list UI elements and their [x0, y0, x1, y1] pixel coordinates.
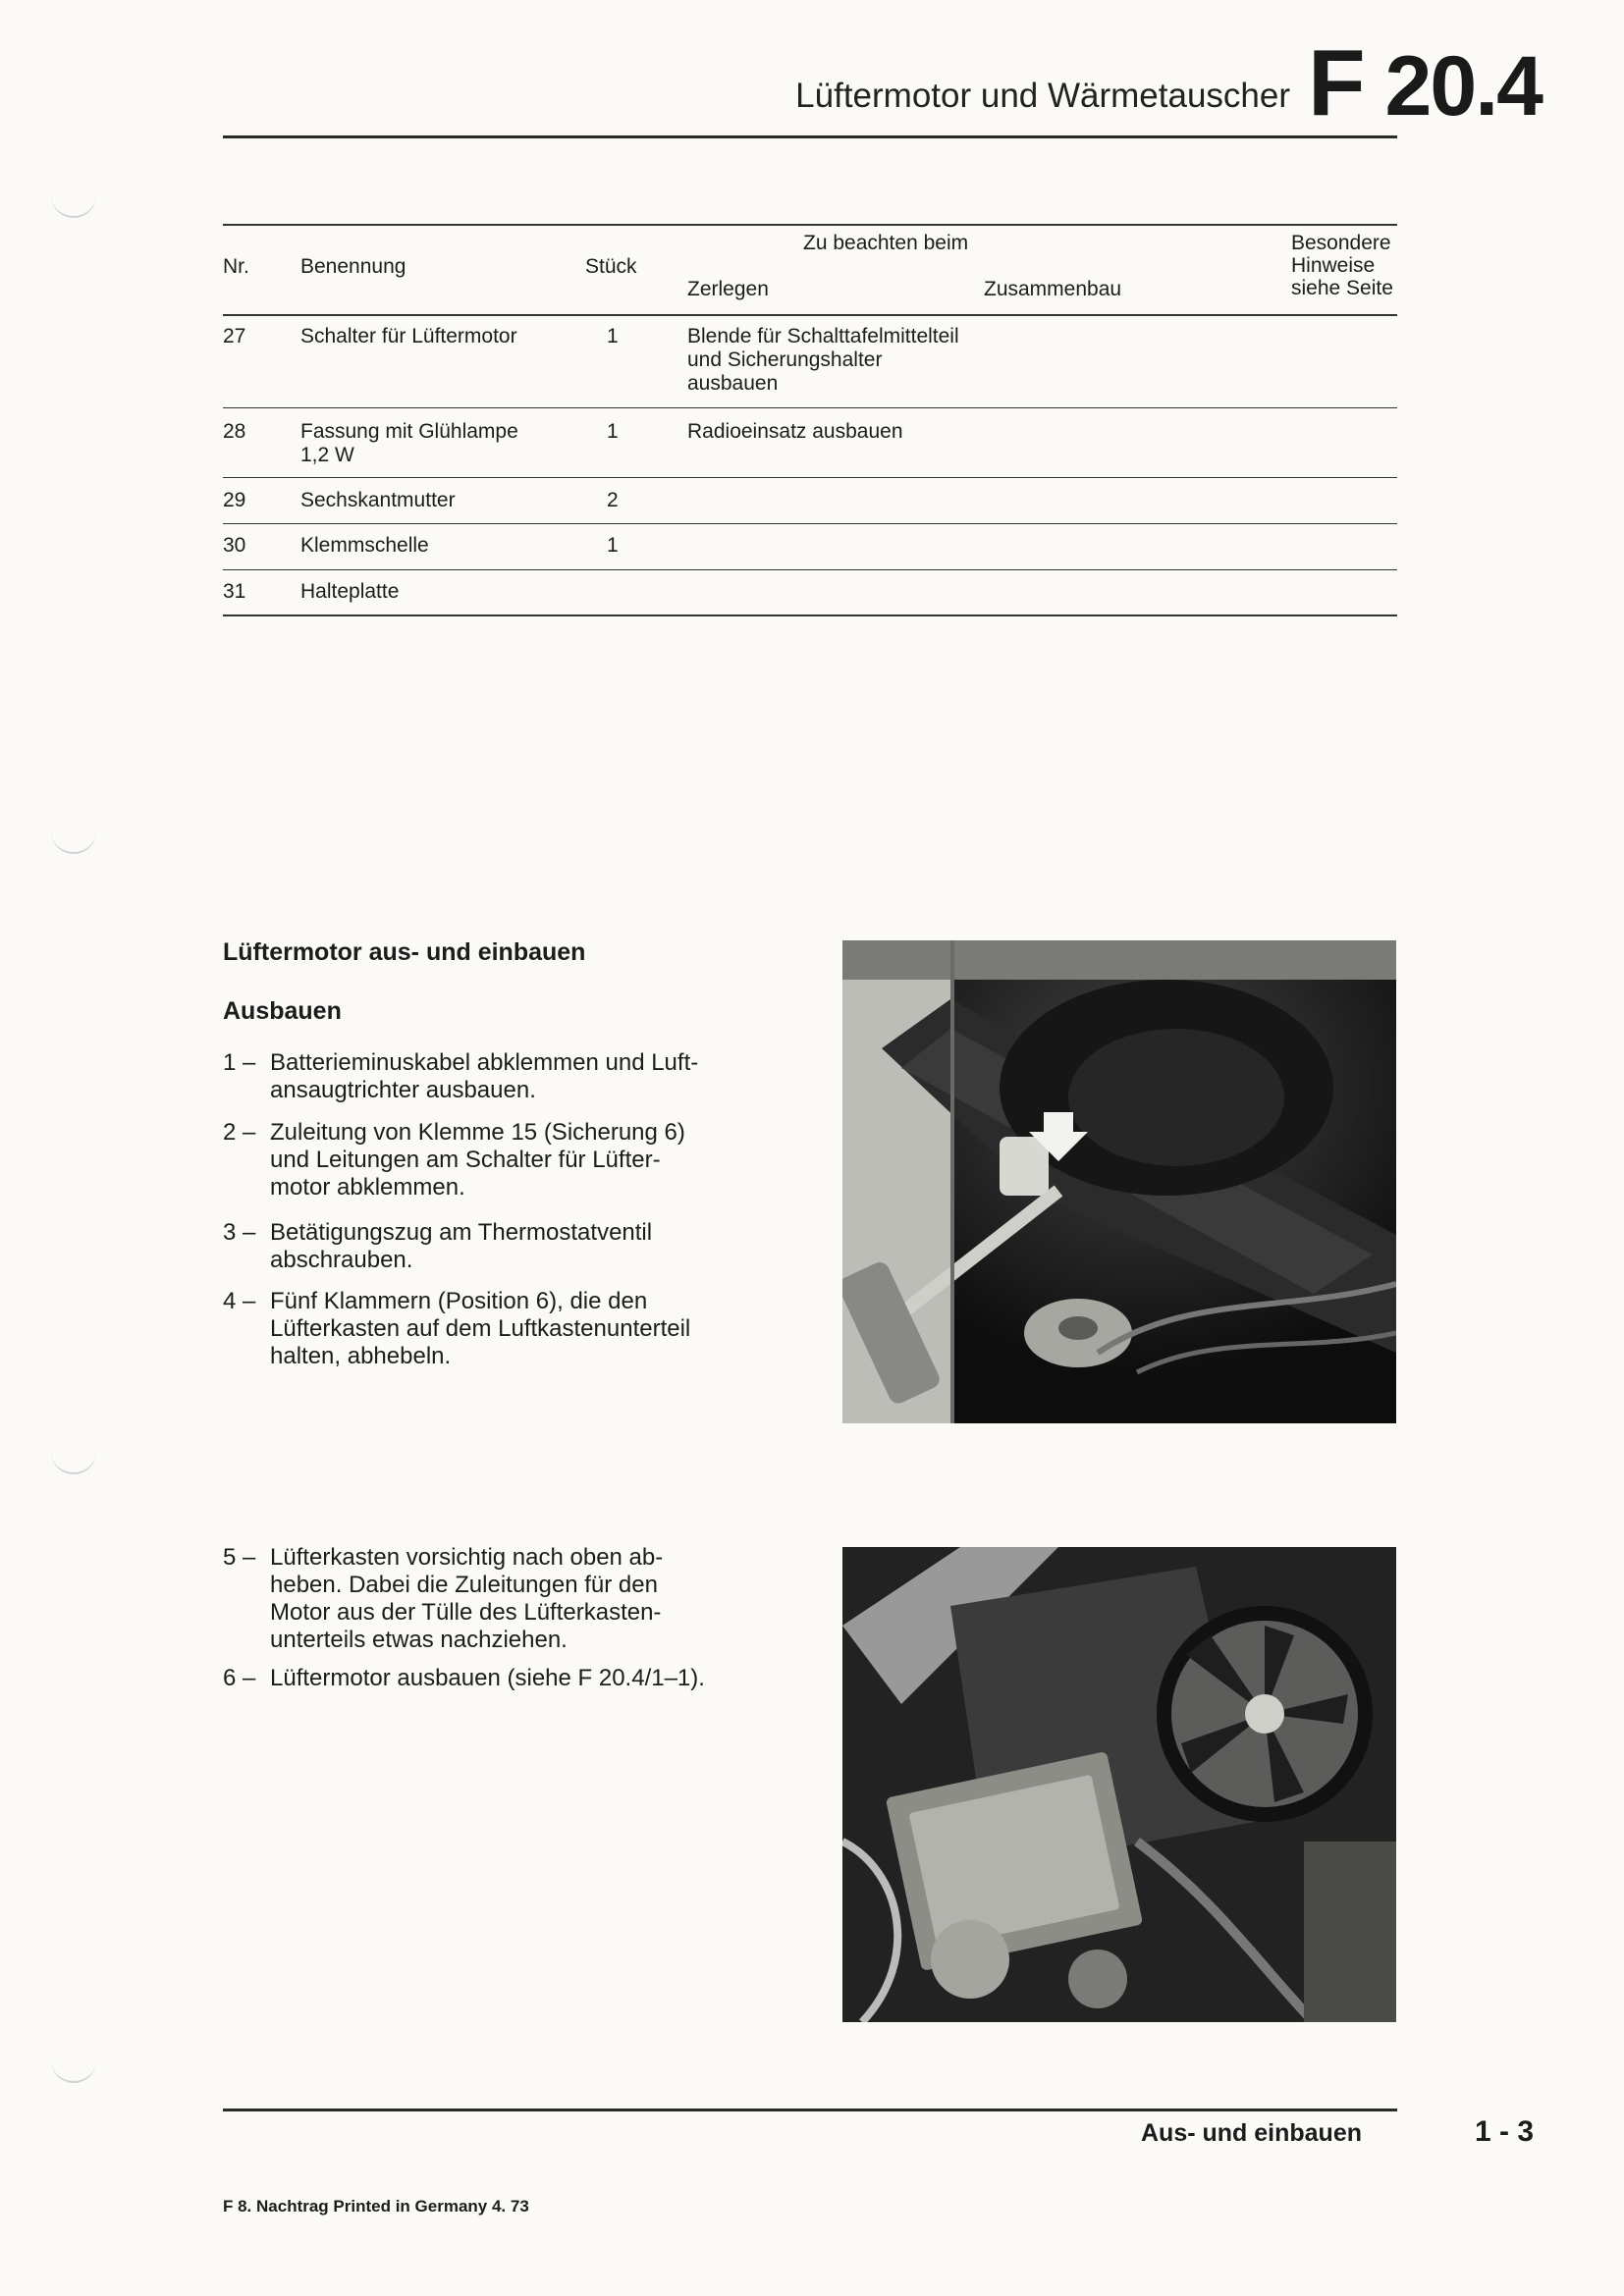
col-stueck: Stück [585, 255, 637, 278]
col-group-zu-beachten: Zu beachten beim [803, 232, 969, 254]
step-text [270, 1119, 685, 1201]
step-line: heben. Dabei die Zuleitungen für den [270, 1572, 658, 1598]
page-number: 1 - 3 [1475, 2115, 1535, 2148]
row-zerlegen: Radioeinsatz ausbauen [687, 420, 903, 443]
section-subtitle: Ausbauen [223, 997, 342, 1025]
row-qty: 2 [607, 489, 619, 511]
step-item [223, 1665, 705, 1692]
row-nr: 29 [223, 489, 246, 511]
step-number: 2 – [223, 1119, 256, 1146]
step-text [270, 1288, 690, 1370]
photo-fan-housing [842, 1547, 1396, 2022]
page-title: Lüftermotor und Wärmetauscher [795, 77, 1290, 115]
section-code-letter: F [1308, 30, 1364, 135]
footer-rule [223, 2109, 1397, 2111]
step-item [223, 1049, 698, 1104]
row-name: Schalter für Lüftermotor [300, 325, 517, 347]
table-row-rule [223, 523, 1397, 524]
step-text [270, 1544, 663, 1654]
col-zusammenbau: Zusammenbau [984, 278, 1122, 300]
row-zerlegen-line: ausbauen [687, 372, 779, 395]
step-line: Lüfterkasten auf dem Luftkastenunterteil [270, 1315, 691, 1342]
step-line: Betätigungszug am Thermostatventil [270, 1219, 653, 1246]
table-row-rule [223, 407, 1397, 408]
step-text [270, 1665, 705, 1692]
row-nr: 28 [223, 420, 246, 443]
col-hinweise-line: Besondere [1291, 232, 1391, 254]
row-qty: 1 [607, 420, 619, 443]
step-line: abschrauben. [270, 1247, 413, 1273]
row-nr: 31 [223, 580, 246, 603]
step-text [270, 1219, 652, 1274]
step-item [223, 1544, 663, 1654]
punch-hole-mark [51, 823, 96, 854]
step-item [223, 1119, 685, 1201]
col-nr: Nr. [223, 255, 249, 278]
row-qty: 1 [607, 534, 619, 557]
col-zerlegen: Zerlegen [687, 278, 769, 300]
photo-fan-housing-illustration [842, 1547, 1396, 2022]
step-line: halten, abhebeln. [270, 1343, 452, 1369]
row-name-line: 1,2 W [300, 444, 354, 466]
photo-fan-switch-clamp [842, 940, 1396, 1423]
table-row-rule [223, 569, 1397, 570]
row-name: Klemmschelle [300, 534, 429, 557]
step-item [223, 1288, 690, 1370]
row-zerlegen-line: Blende für Schalttafelmittelteil [687, 325, 959, 347]
step-line: Fünf Klammern (Position 6), die den [270, 1288, 648, 1314]
step-line: und Leitungen am Schalter für Lüfter- [270, 1147, 661, 1173]
punch-hole-mark [51, 187, 96, 218]
row-name [300, 420, 518, 467]
col-hinweise-line: Hinweise [1291, 254, 1376, 277]
table-bottom-rule [223, 614, 1397, 616]
step-number: 6 – [223, 1665, 256, 1691]
table-row-rule [223, 477, 1397, 478]
step-line: unterteils etwas nachziehen. [270, 1627, 568, 1653]
step-line: motor abklemmen. [270, 1174, 465, 1201]
footer-label: Aus- und einbauen [1141, 2119, 1362, 2147]
punch-hole-mark [51, 2052, 96, 2083]
step-line: Lüftermotor ausbauen (siehe F 20.4/1–1). [270, 1665, 705, 1691]
step-line: Zuleitung von Klemme 15 (Sicherung 6) [270, 1119, 685, 1146]
row-nr: 30 [223, 534, 246, 557]
section-title: Lüftermotor aus- und einbauen [223, 938, 586, 966]
section-code-number: 20.4 [1384, 39, 1542, 133]
step-number: 4 – [223, 1288, 256, 1314]
header-rule [223, 135, 1397, 138]
step-line: Lüfterkasten vorsichtig nach oben ab- [270, 1544, 664, 1571]
photo-fan-switch-clamp-illustration [842, 940, 1396, 1423]
print-note: F 8. Nachtrag Printed in Germany 4. 73 [223, 2197, 529, 2216]
section-code [1308, 29, 1542, 137]
row-name-line: Fassung mit Glühlampe [300, 420, 518, 443]
step-number: 3 – [223, 1219, 256, 1246]
punch-hole-mark [51, 1443, 96, 1474]
step-line: Motor aus der Tülle des Lüfterkasten- [270, 1599, 662, 1626]
step-number: 5 – [223, 1544, 256, 1571]
row-nr: 27 [223, 325, 246, 347]
step-number: 1 – [223, 1049, 256, 1076]
row-zerlegen [687, 325, 959, 396]
table-header-rule [223, 314, 1397, 316]
col-hinweise [1291, 232, 1393, 299]
table-top-rule [223, 224, 1397, 226]
row-zerlegen-line: und Sicherungshalter [687, 348, 883, 371]
step-line: ansaugtrichter ausbauen. [270, 1077, 536, 1103]
row-name: Sechskantmutter [300, 489, 456, 511]
step-line: Batterieminuskabel abklemmen und Luft- [270, 1049, 699, 1076]
row-qty: 1 [607, 325, 619, 347]
row-name: Halteplatte [300, 580, 400, 603]
step-text [270, 1049, 698, 1104]
step-item [223, 1219, 652, 1274]
col-benennung: Benennung [300, 255, 406, 278]
col-hinweise-line: siehe Seite [1291, 277, 1393, 299]
